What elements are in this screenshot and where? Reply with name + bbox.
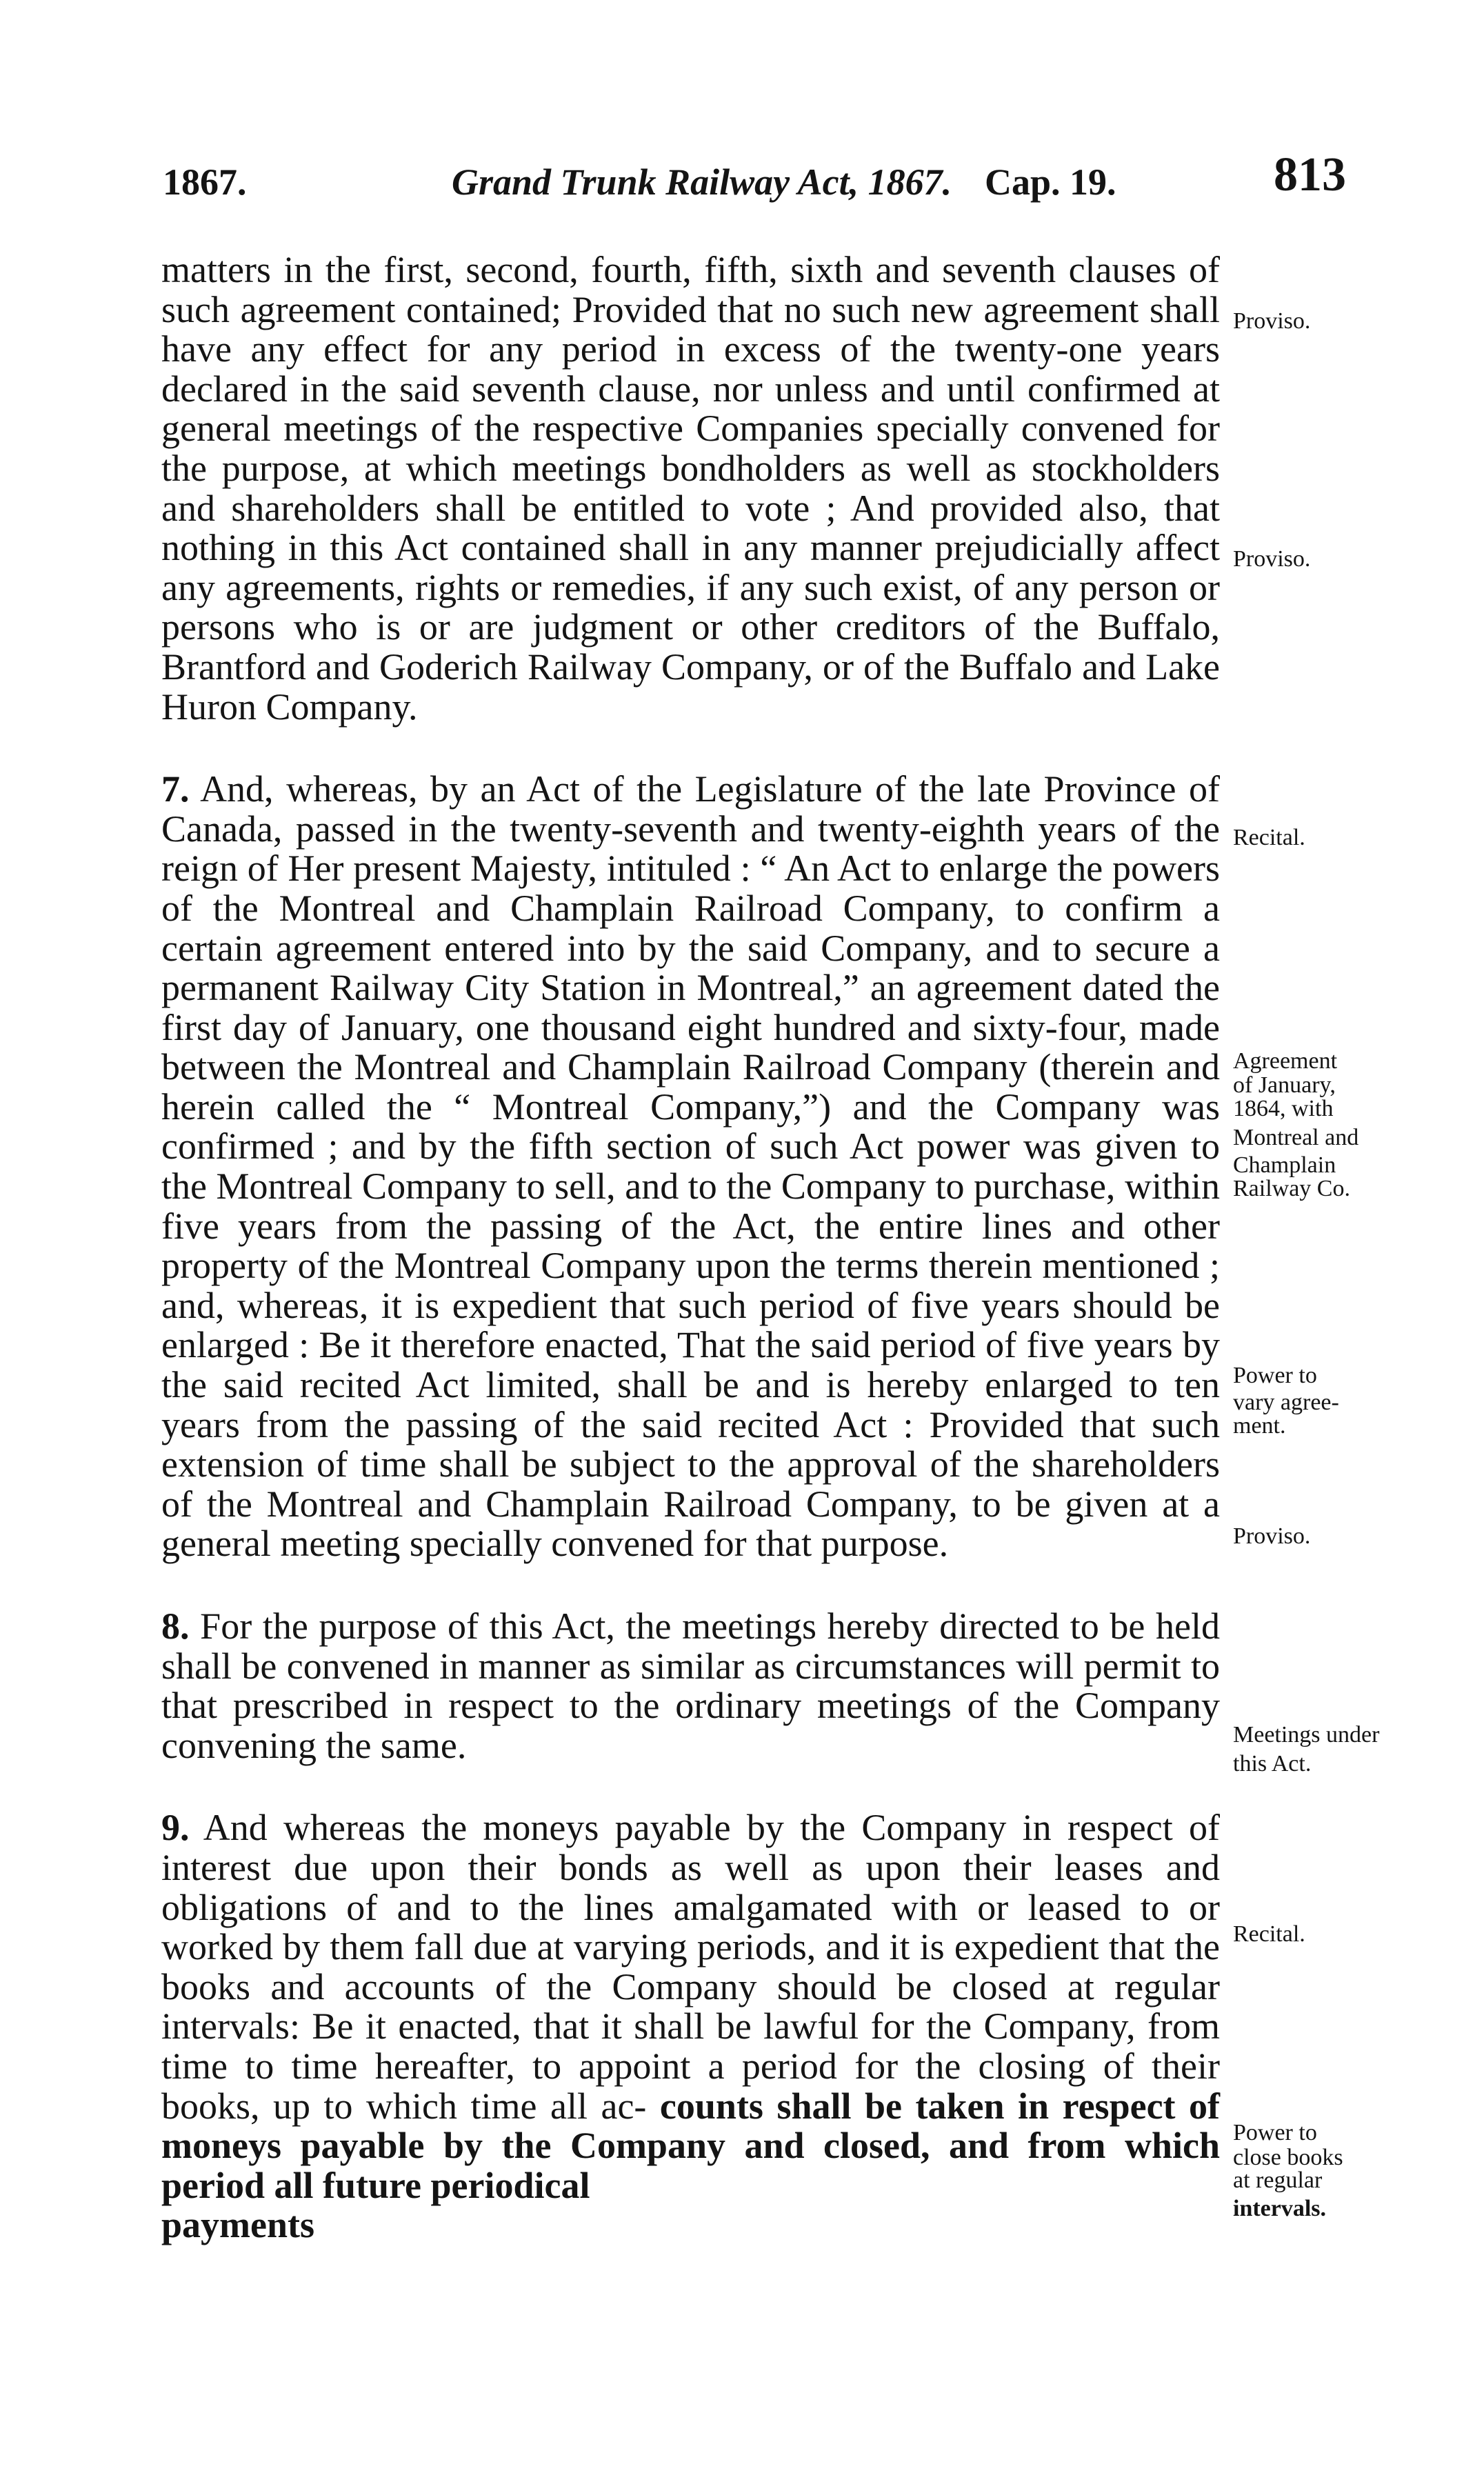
margin-note-agreement: Montreal and [1233, 1125, 1359, 1150]
section-number: 7. [161, 768, 190, 810]
paragraph-text: For the purpose of this Act, the meetings hereby directed to be held shall be convened in manner as similar as circumstances will permit to that prescribed in respect to the ordinary meetings of the Company convening the same. [161, 1605, 1221, 1766]
paragraph-continuation [161, 250, 1220, 727]
section-9 [161, 1808, 1220, 2205]
margin-note-agreement: of January, [1233, 1072, 1336, 1098]
section-8 [161, 1607, 1220, 1765]
margin-note-power: ment. [1233, 1413, 1286, 1439]
paragraph-text: And whereas the moneys payable by the Company in respect of interest due upon their bonds as well as upon their leases and obligations of and to the lines amalgamated with or leased to or worked by them fall due at varying periods, and it is expedient that the books and accounts of the Company should be closed at regular intervals: Be it enacted, that it shall be lawful for the Company, from time to time hereafter, to appoint a period for the closing of their books, up to which time all ac- [161, 1807, 1220, 2127]
margin-note-agreement: Railway Co. [1233, 1176, 1350, 1201]
paragraph-text: And, whereas, by an Act of the Legislature of the late Province of Canada, passed in the twenty-seventh and twenty-eighth years of the reign of Her present Majesty, intituled : “ An Act to enlarge the powers of the Montreal and Champlain Railroad Company, to confirm a certain agreement entered into by the said Company, and to secure a permanent Railway City Station in Montreal,” an agreement dated the first day of January, one thousand eight hundred and sixty-four, made between the Montreal and Champlain Railroad Company (therein and herein called the “ Montreal Company,”) and the Company was confirmed ; and by the fifth section of such Act power was given to the Montreal Company to sell, and to the Company to purchase, within five years from the passing of the Act, the entire lines and other property of the Montreal Company upon the terms therein mentioned ; and, whereas, it is expedient that such period of five years should be enlarged : Be it therefore enacted, That the said period of five years by the said recited Act limited, shall be and is hereby enlarged to ten years from the passing of the said recited Act : Provided that such extension of time shall be subject to the approval of the shareholders of the Montreal and Champlain Railroad Company, to be given at a general meeting specially convened for that purpose. [161, 768, 1220, 1565]
margin-note-power: Power to [1233, 1363, 1317, 1388]
margin-note-power: intervals. [1233, 2196, 1327, 2221]
section-number: 9. [161, 1807, 190, 1849]
header-chapter: Cap. 19. [985, 161, 1116, 203]
margin-note-proviso: Proviso. [1233, 546, 1311, 572]
section-number: 8. [161, 1605, 190, 1647]
margin-note-meetings: this Act. [1233, 1751, 1312, 1776]
catchword: payments [161, 2204, 315, 2246]
paragraph-text-bold: counts shall be taken in respect of moneys payable by the Company and closed, and from which period all future periodical [161, 2085, 1221, 2206]
margin-note-agreement: Agreement [1233, 1048, 1338, 1074]
page-number: 813 [1274, 148, 1346, 201]
margin-note-agreement: 1864, with [1233, 1096, 1334, 1121]
margin-note-proviso: Proviso. [1233, 308, 1311, 334]
paragraph-text: matters in the first, second, fourth, fifth, sixth and seventh clauses of such agreement contained; Provided that no such new agreement shall have any effect for any period in excess of the twenty-one years declared in the said seventh clause, nor unless and until confirmed at general meetings of the respective Companies specially convened for the purpose, at which meetings bondholders as well as stockholders and shareholders shall be entitled to vote ; And provided also, that nothing in this Act contained shall in any manner prejudicially affect any agreements, rights or remedies, if any such exist, of any person or persons who is or are judgment or other creditors of the Buffalo, Brantford and Goderich Railway Company, or of the Buffalo and Lake Huron Company. [161, 249, 1220, 728]
margin-note-recital: Recital. [1233, 825, 1305, 850]
margin-note-power: close books [1233, 2145, 1343, 2170]
section-7 [161, 770, 1220, 1564]
margin-note-power: vary agree- [1233, 1390, 1339, 1415]
margin-note-proviso: Proviso. [1233, 1523, 1311, 1549]
margin-note-recital: Recital. [1233, 1921, 1305, 1947]
margin-note-power: at regular [1233, 2167, 1323, 2193]
margin-note-meetings: Meetings under [1233, 1722, 1380, 1748]
margin-note-agreement: Champlain [1233, 1152, 1336, 1178]
header-title: Grand Trunk Railway Act, 1867. [452, 161, 952, 203]
body-text [161, 250, 1220, 2245]
header-year: 1867. [163, 161, 247, 203]
margin-note-power: Power to [1233, 2120, 1317, 2145]
